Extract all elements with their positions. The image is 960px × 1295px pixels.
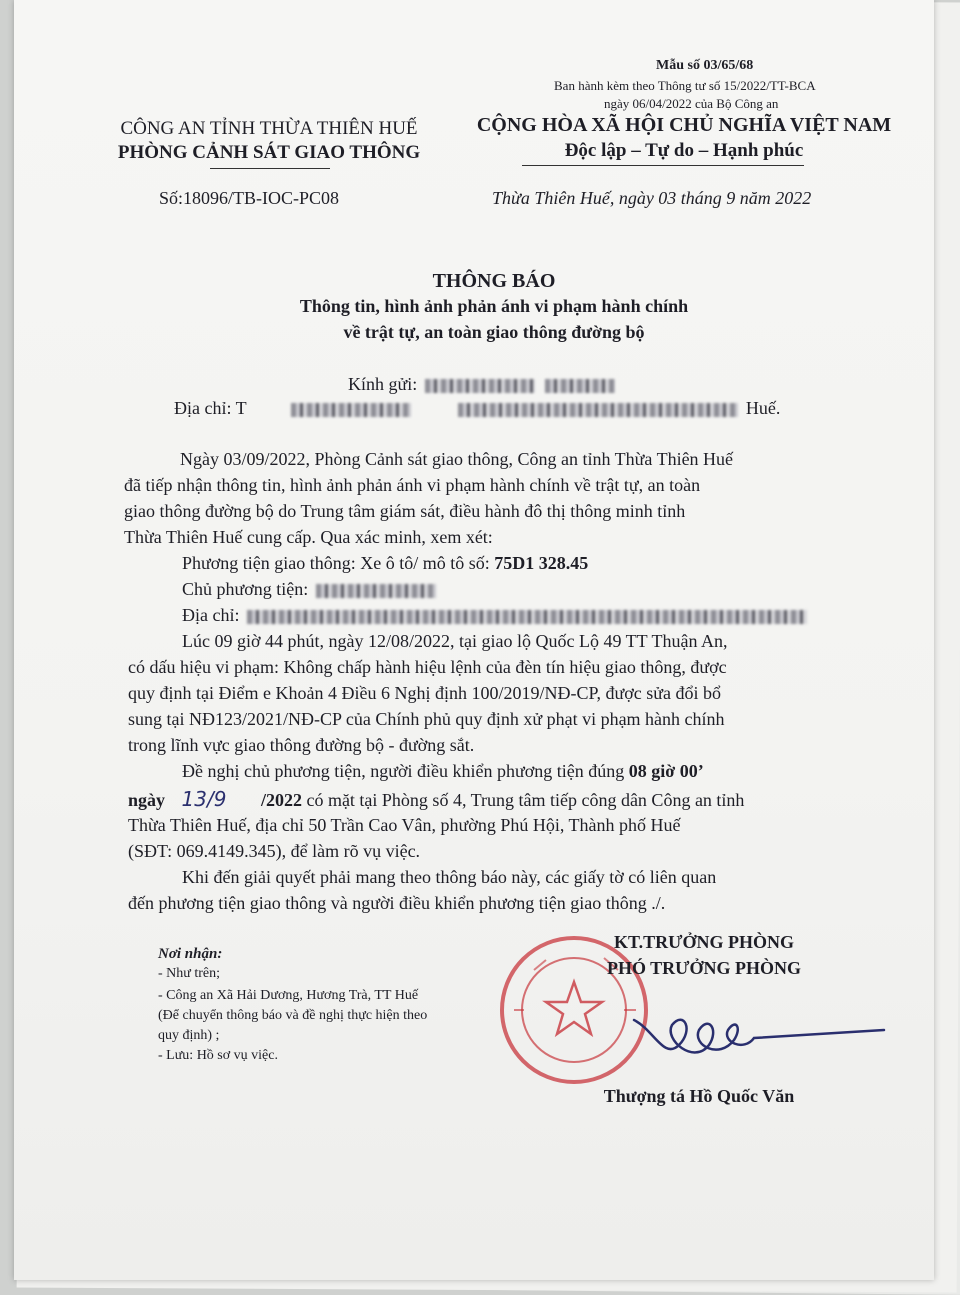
owner-address-line (182, 602, 810, 628)
signer-name: Thượng tá Hồ Quốc Văn (603, 1086, 795, 1106)
appointment-place: có mặt tại Phòng số 4, Trung tâm tiếp công dân Công an tỉnh (306, 790, 745, 810)
address-tail: Huế. (745, 398, 781, 418)
document-title: THÔNG BÁO (432, 270, 556, 292)
redacted-name (425, 379, 535, 393)
agency-parent: CÔNG AN TỈNH THỪA THIÊN HUẾ (120, 118, 418, 139)
redacted-owner-address (247, 610, 807, 624)
place-date: Thừa Thiên Huế, ngày 03 tháng 9 năm 2022 (492, 188, 812, 208)
owner-label: Chủ phương tiện: (182, 579, 309, 599)
para3-line2 (128, 786, 744, 813)
redacted-name-2 (545, 379, 615, 393)
para2-line3: quy định tại Điểm e Khoản 4 Điều 6 Nghị định 100/2019/NĐ-CP, được sửa đổi bổ (128, 683, 721, 703)
recipient-item: - Như trên; (158, 966, 221, 981)
vehicle-line (182, 550, 588, 576)
appointment-time: 08 giờ 00’ (628, 761, 704, 781)
vehicle-label: Phương tiện giao thông: Xe ô tô/ mô tô số: (182, 553, 490, 573)
para1-line3: giao thông đường bộ do Trung tâm giám sát, điều hành đô thị thông minh tỉnh (124, 501, 686, 521)
form-issued-date: ngày 06/04/2022 của Bộ Công an (604, 96, 779, 111)
para1-line4: Thừa Thiên Huế cung cấp. Qua xác minh, xem xét: (124, 527, 493, 547)
para1-line1: Ngày 03/09/2022, Phòng Cảnh sát giao thông, Công an tỉnh Thừa Thiên Huế (180, 449, 734, 469)
nation-motto: Độc lập – Tự do – Hạnh phúc (564, 140, 804, 161)
agency-underline (210, 168, 330, 169)
para1-line2: đã tiếp nhận thông tin, hình ảnh phản ánh vi phạm hành chính về trật tự, an toàn (124, 475, 701, 495)
handwritten-date: 13/9 (181, 787, 227, 811)
signer-authority: KT.TRƯỞNG PHÒNG (614, 932, 794, 952)
owner-address-label: Địa chỉ: (182, 605, 240, 625)
signer-position: PHÓ TRƯỞNG PHÒNG (606, 958, 801, 978)
address-label: Địa chỉ: T (174, 398, 247, 418)
redacted-address-1 (291, 403, 411, 417)
nation-name: CỘNG HÒA XÃ HỘI CHỦ NGHĨA VIỆT NAM (476, 114, 892, 136)
document-number: Số:18096/TB-IOC-PC08 (159, 188, 340, 208)
para3-line1 (182, 758, 704, 784)
form-number: Mẫu số 03/65/68 (656, 58, 754, 73)
para2-line4: sung tại NĐ123/2021/NĐ-CP của Chính phủ quy định xử phạt vi phạm hành chính (128, 709, 725, 729)
handwritten-signature (624, 990, 894, 1080)
para3-line1-text: Đề nghị chủ phương tiện, người điều khiển phương tiện đúng (182, 761, 625, 781)
redacted-address-2 (458, 403, 738, 417)
document-page (14, 0, 934, 1280)
plate-number: 75D1 328.45 (494, 553, 589, 573)
greeting-label: Kính gửi: (348, 374, 418, 394)
form-issued-line: Ban hành kèm theo Thông tư số 15/2022/TT-BCA (554, 78, 816, 93)
appointment-year: /2022 (260, 790, 302, 810)
recipient-item: quy định) ; (158, 1028, 220, 1043)
recipient-item: - Lưu: Hồ sơ vụ việc. (158, 1048, 278, 1063)
para3-line3: Thừa Thiên Huế, địa chỉ 50 Trần Cao Vân, phường Phú Hội, Thành phố Huế (128, 815, 681, 835)
document-subtitle-2: về trật tự, an toàn giao thông đường bộ (343, 322, 645, 342)
recipients-heading: Nơi nhận: (158, 946, 223, 962)
para2-line1: Lúc 09 giờ 44 phút, ngày 12/08/2022, tại giao lộ Quốc Lộ 49 TT Thuận An, (182, 631, 728, 651)
recipient-item: - Công an Xã Hải Dương, Hương Trà, TT Huế (158, 988, 419, 1003)
recipient-item: (Để chuyển thông báo và đề nghị thực hiện theo (158, 1008, 428, 1023)
agency-name: PHÒNG CẢNH SÁT GIAO THÔNG (117, 142, 421, 163)
owner-line (182, 576, 439, 602)
motto-underline (522, 165, 804, 166)
recipient-greeting (348, 374, 618, 395)
para3-line4: (SĐT: 069.4149.345), để làm rõ vụ việc. (128, 841, 421, 861)
redacted-owner (316, 584, 436, 598)
para4-line1: Khi đến giải quyết phải mang theo thông báo này, các giấy tờ có liên quan (182, 867, 717, 887)
recipient-address (174, 398, 780, 419)
para4-line2: đến phương tiện giao thông và người điều khiển phương tiện giao thông ./. (128, 893, 666, 913)
para2-line5: trong lĩnh vực giao thông đường bộ - đường sắt. (128, 735, 475, 755)
day-label: ngày (128, 790, 166, 810)
para2-line2: có dấu hiệu vi phạm: Không chấp hành hiệu lệnh của đèn tín hiệu giao thông, được (128, 657, 727, 677)
document-subtitle-1: Thông tin, hình ảnh phản ánh vi phạm hành chính (299, 296, 689, 316)
